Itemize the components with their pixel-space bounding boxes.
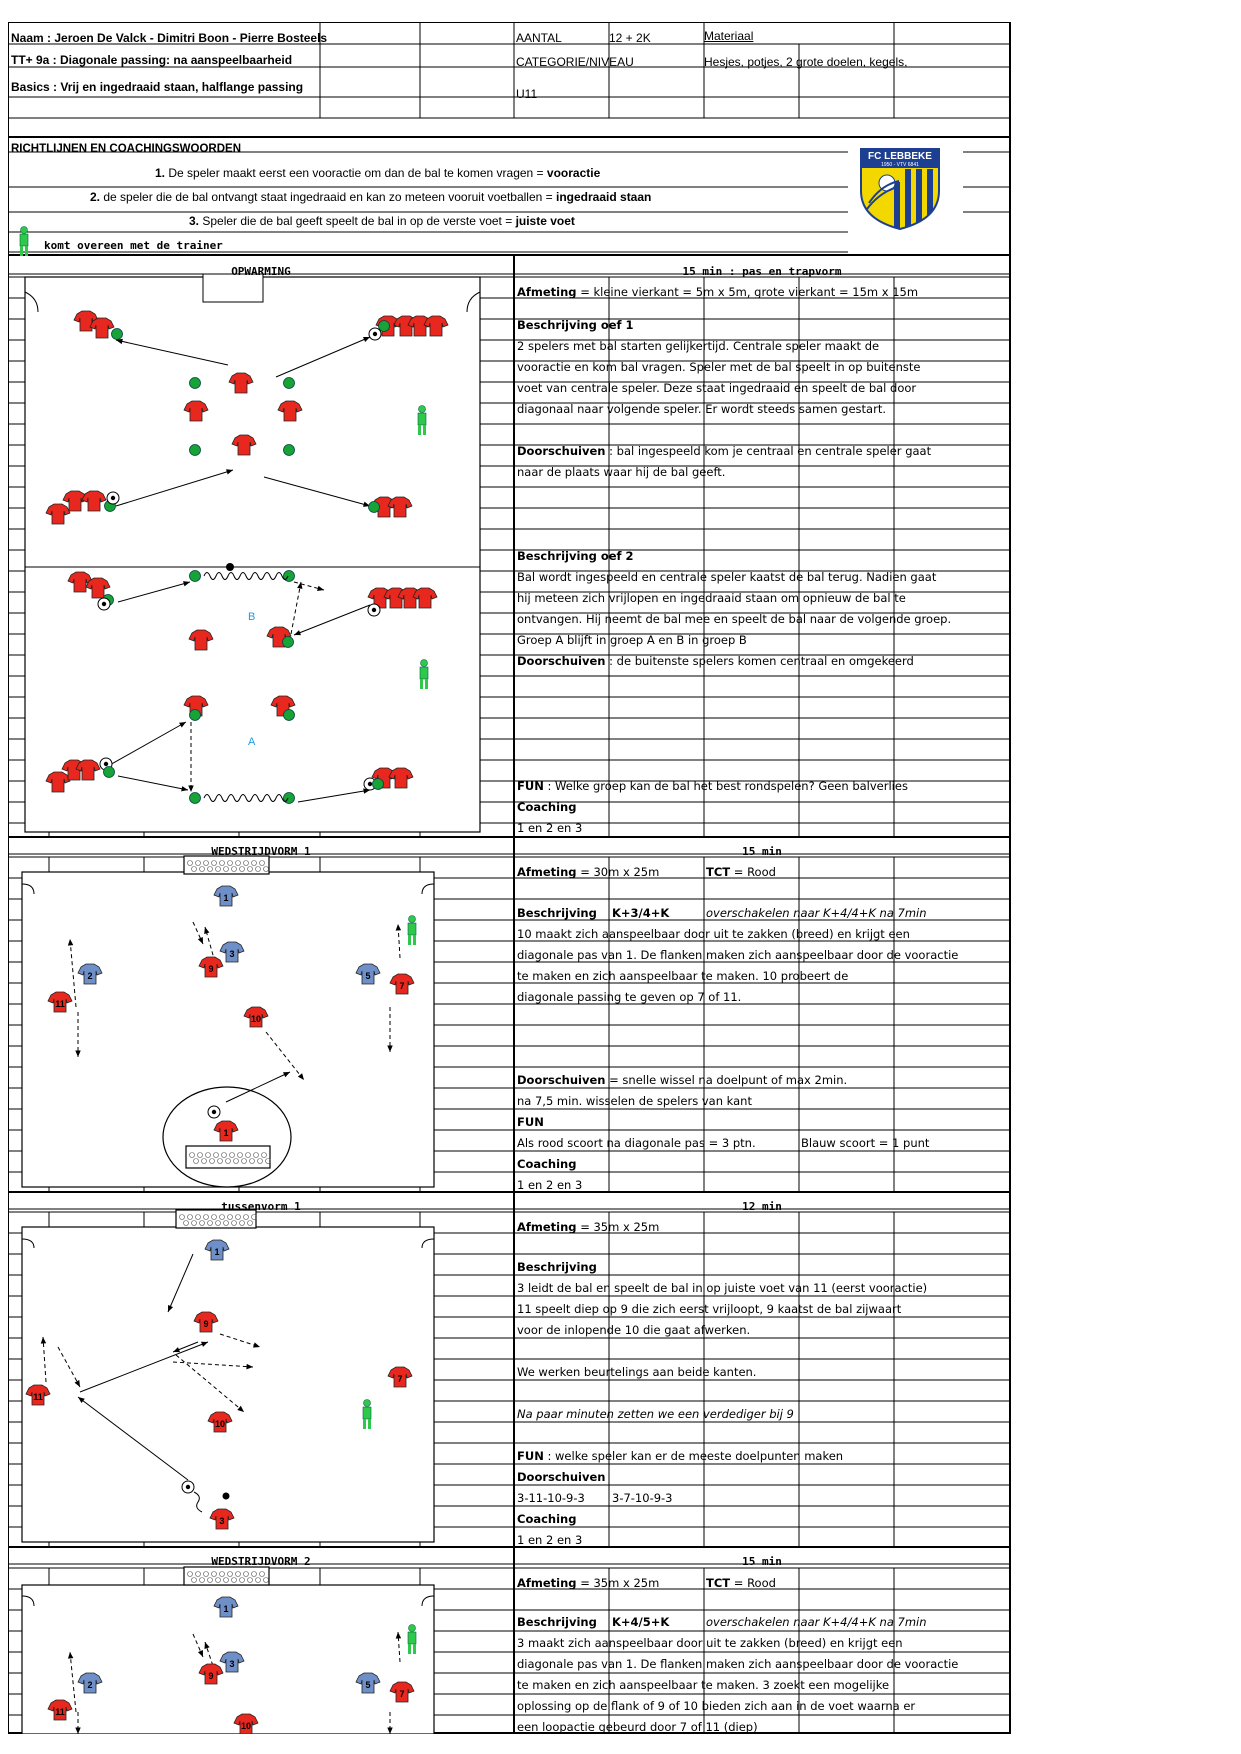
- svg-text:2: 2: [87, 1680, 93, 1690]
- warmup-duration: 15 min : pas en trapvorm: [682, 265, 842, 278]
- tv1-defender: Na paar minuten zetten we een verdediger bij 9: [517, 1407, 794, 1421]
- cone-marker: [373, 779, 384, 790]
- wv1-text-line: diagonale pas van 1. De flanken maken zich aanspeelbaar door de vooractie: [517, 948, 959, 962]
- wv2-switch: overschakelen naar K+4/4+K na 7min: [706, 1615, 927, 1629]
- svg-text:1: 1: [214, 1247, 220, 1257]
- guideline-2: 2. de speler die de bal ontvangt staat ingedraaid en kan zo meteen vooruit voetballen = ingedraaid staan: [90, 190, 652, 204]
- wv1-title: WEDSTRIJDVORM 1: [211, 845, 311, 858]
- aantal-label: AANTAL: [516, 31, 562, 45]
- cone-marker: [190, 793, 201, 804]
- warmup-oef2-line: Groep A blijft in groep A en B in groep B: [517, 633, 747, 647]
- warmup-doorschuiven-1: Doorschuiven : bal ingespeeld kom je centraal en centrale speler gaat: [517, 444, 932, 458]
- categorie-label: CATEGORIE/NIVEAU: [516, 55, 634, 69]
- wv2-duration: 15 min: [742, 1555, 782, 1568]
- warmup-doorschuiven-1b: naar de plaats waar hij de bal geeft.: [517, 465, 726, 479]
- warmup-oef1-label: Beschrijving oef 1: [517, 318, 634, 332]
- cone-marker: [190, 378, 201, 389]
- svg-text:10: 10: [214, 1419, 226, 1429]
- wv1-doorschuiven: Doorschuiven = snelle wissel na doelpunt of max 2min.: [517, 1073, 848, 1087]
- svg-text:3: 3: [229, 949, 235, 959]
- wv1-text-line: 10 maakt zich aanspeelbaar door uit te zakken (breed) en krijgt een: [517, 927, 910, 941]
- wv2-title: WEDSTRIJDVORM 2: [211, 1555, 311, 1568]
- guideline-1: 1. De speler maakt eerst een vooractie om dan de bal te komen vragen = vooractie: [155, 166, 601, 180]
- logo-subtext: 1950 - VTV 6841: [881, 162, 919, 168]
- cone-marker: [104, 767, 115, 778]
- warmup-title: OPWARMING: [231, 265, 291, 278]
- tv1-title: tussenvorm 1: [221, 1200, 301, 1213]
- tv1-beschrijving-label: Beschrijving: [517, 1260, 597, 1274]
- wv1-coaching: 1 en 2 en 3: [517, 1178, 583, 1192]
- cone-marker: [379, 321, 390, 332]
- club-logo: [859, 147, 941, 231]
- cone-marker: [284, 378, 295, 389]
- tv1-doorschuiven-label: Doorschuiven: [517, 1470, 606, 1484]
- zone-label-a: A: [248, 736, 256, 748]
- wv1-doorschuiven-2: na 7,5 min. wisselen de spelers van kant: [517, 1094, 752, 1108]
- header-title: TT+ 9a : Diagonale passing: na aanspeelbaarheid: [11, 53, 293, 67]
- cone-marker: [190, 710, 201, 721]
- svg-text:1: 1: [223, 893, 229, 903]
- svg-text:11: 11: [55, 1707, 65, 1717]
- ball-icon: [182, 1481, 194, 1493]
- warmup-oef2-label: Beschrijving oef 2: [517, 549, 634, 563]
- svg-text:10: 10: [250, 1014, 262, 1024]
- tv1-text-line: 11 speelt diep op 9 die zich eerst vrijloopt, 9 kaatst de bal zijwaart: [517, 1302, 902, 1316]
- header-basics: Basics : Vrij en ingedraaid staan, halflange passing: [11, 80, 304, 94]
- warmup-oef2-line: hij meteen zich vrijlopen en ingedraaid staan om opnieuw de bal te: [517, 591, 906, 605]
- warmup-doorschuiven-2: Doorschuiven : de buitenste spelers komen centraal en omgekeerd: [517, 654, 914, 668]
- training-sheet: [8, 22, 1011, 1734]
- goal-bottom: [186, 1146, 271, 1168]
- ball-icon: [107, 492, 119, 504]
- warmup-fun: FUN : Welke groep kan de bal het best rondspelen? Geen balverlies: [517, 779, 908, 793]
- tv1-doorschuiven-b: 3-7-10-9-3: [612, 1491, 673, 1505]
- warmup-oef1-line: voet van centrale speler. Deze staat ingedraaid en speelt de bal door: [517, 381, 917, 395]
- svg-text:7: 7: [399, 981, 405, 991]
- svg-text:2: 2: [87, 971, 93, 981]
- cone-marker: [112, 329, 123, 340]
- cone-marker: [284, 445, 295, 456]
- wv1-duration: 15 min: [742, 845, 782, 858]
- goal-top: [184, 1567, 269, 1585]
- tv1-afmeting: Afmeting = 35m x 25m: [517, 1220, 660, 1234]
- wv1-tct: TCT = Rood: [706, 865, 776, 879]
- ball-icon: [369, 328, 381, 340]
- warmup-coaching: 1 en 2 en 3: [517, 821, 583, 835]
- svg-text:7: 7: [397, 1374, 403, 1384]
- ball-icon: [368, 604, 380, 616]
- wv1-beschrijving-label: Beschrijving: [517, 906, 597, 920]
- header-names: Naam : Jeroen De Valck - Dimitri Boon - Pierre Bosteels: [11, 31, 328, 45]
- cone-marker: [190, 445, 201, 456]
- wv2-text-line: een loopactie gebeurd door 7 of 11 (diep): [517, 1720, 758, 1734]
- wv2-afmeting: Afmeting = 35m x 25m: [517, 1576, 660, 1590]
- zone-label-b: B: [248, 611, 256, 623]
- logo-text: FC LEBBEKE: [868, 151, 932, 162]
- warmup-oef2-line: Bal wordt ingespeeld en centrale speler kaatst de bal terug. Nadien gaat: [517, 570, 937, 584]
- trainer-note: komt overeen met de trainer: [44, 239, 223, 252]
- tv1-fun: FUN : welke speler kan er de meeste doelpunten maken: [517, 1449, 844, 1463]
- wv1-fun-label: FUN: [517, 1115, 544, 1129]
- svg-text:1: 1: [223, 1128, 229, 1138]
- warmup-oef2-line: ontvangen. Hij neemt de bal mee en speelt de bal naar de volgende groep.: [517, 612, 952, 626]
- svg-text:3: 3: [219, 1516, 225, 1526]
- cone-marker: [190, 571, 201, 582]
- wv2-form: K+4/5+K: [612, 1615, 670, 1629]
- svg-text:10: 10: [240, 1721, 252, 1731]
- wv2-beschrijving-label: Beschrijving: [517, 1615, 597, 1629]
- tv1-duration: 12 min: [742, 1200, 782, 1213]
- svg-text:1: 1: [223, 1604, 229, 1614]
- svg-text:7: 7: [399, 1689, 405, 1699]
- tv1-doorschuiven-a: 3-11-10-9-3: [517, 1491, 585, 1505]
- wv2-tct: TCT = Rood: [706, 1576, 776, 1590]
- warmup-oef1-line: 2 spelers met bal starten gelijkertijd. Centrale speler maakt de: [517, 339, 880, 353]
- guidelines-title: RICHTLIJNEN EN COACHINGSWOORDEN: [11, 143, 242, 155]
- wv1-form: K+3/4+K: [612, 906, 670, 920]
- svg-text:11: 11: [55, 999, 65, 1009]
- tv1-coaching-label: Coaching: [517, 1512, 577, 1526]
- tv1-text-line: 3 leidt de bal en speelt de bal in op juiste voet van 11 (eerst vooractie): [517, 1281, 928, 1295]
- ball-icon: [98, 598, 110, 610]
- materiaal-value: Hesjes, potjes, 2 grote doelen, kegels,: [704, 55, 908, 69]
- tv1-coaching: 1 en 2 en 3: [517, 1533, 583, 1547]
- aantal-value: 12 + 2K: [609, 31, 651, 45]
- wv2-text-line: te maken en zich aanspeelbaar te maken. 3 zoekt een mogelijke: [517, 1678, 890, 1692]
- warmup-oef1-line: diagonaal naar volgende speler. Er wordt steeds samen gestart.: [517, 402, 886, 416]
- wv1-text-line: te maken en zich aanspeelbaar te maken. 10 probeert de: [517, 969, 849, 983]
- wv1-text-line: diagonale passing te geven op 7 of 11.: [517, 990, 742, 1004]
- svg-text:5: 5: [365, 971, 371, 981]
- tv1-both-sides: We werken beurtelings aan beide kanten.: [517, 1365, 757, 1379]
- warmup-oef1-line: vooractie en kom bal vragen. Speler met de bal speelt in op buitenste: [517, 360, 921, 374]
- tv1-text-line: voor de inlopende 10 die gaat afwerken.: [517, 1323, 751, 1337]
- svg-text:5: 5: [365, 1680, 371, 1690]
- wv2-text-line: oplossing op de flank of 9 of 10 bieden zich aan in de voet waarna er: [517, 1699, 916, 1713]
- warmup-coaching-label: Coaching: [517, 800, 577, 814]
- svg-text:11: 11: [33, 1392, 43, 1402]
- warmup-afmeting: Afmeting = kleine vierkant = 5m x 5m, grote vierkant = 15m x 15m: [517, 285, 919, 299]
- wv2-text-line: 3 maakt zich aanspeelbaar door uit te zakken (breed) en krijgt een: [517, 1636, 903, 1650]
- guideline-3: 3. Speler die de bal geeft speelt de bal in op de verste voet = juiste voet: [189, 214, 575, 228]
- cone-marker: [369, 502, 380, 513]
- svg-text:9: 9: [208, 964, 214, 974]
- niveau-value: U11: [516, 87, 538, 101]
- wv1-switch: overschakelen naar K+4/4+K na 7min: [706, 906, 927, 920]
- svg-text:9: 9: [208, 1671, 214, 1681]
- wv1-coaching-label: Coaching: [517, 1157, 577, 1171]
- wv1-afmeting: Afmeting = 30m x 25m: [517, 865, 660, 879]
- svg-text:9: 9: [203, 1319, 209, 1329]
- wv1-fun-blue: Blauw scoort = 1 punt: [801, 1136, 930, 1150]
- cone-marker: [283, 637, 294, 648]
- wv1-fun-red: Als rood scoort na diagonale pas = 3 ptn.: [517, 1136, 756, 1150]
- ball-icon: [208, 1106, 220, 1118]
- cone-marker: [284, 710, 295, 721]
- wv2-text-line: diagonale pas van 1. De flanken maken zich aanspeelbaar door de vooractie: [517, 1657, 959, 1671]
- svg-text:3: 3: [229, 1659, 235, 1669]
- materiaal-label: Materiaal: [704, 29, 754, 43]
